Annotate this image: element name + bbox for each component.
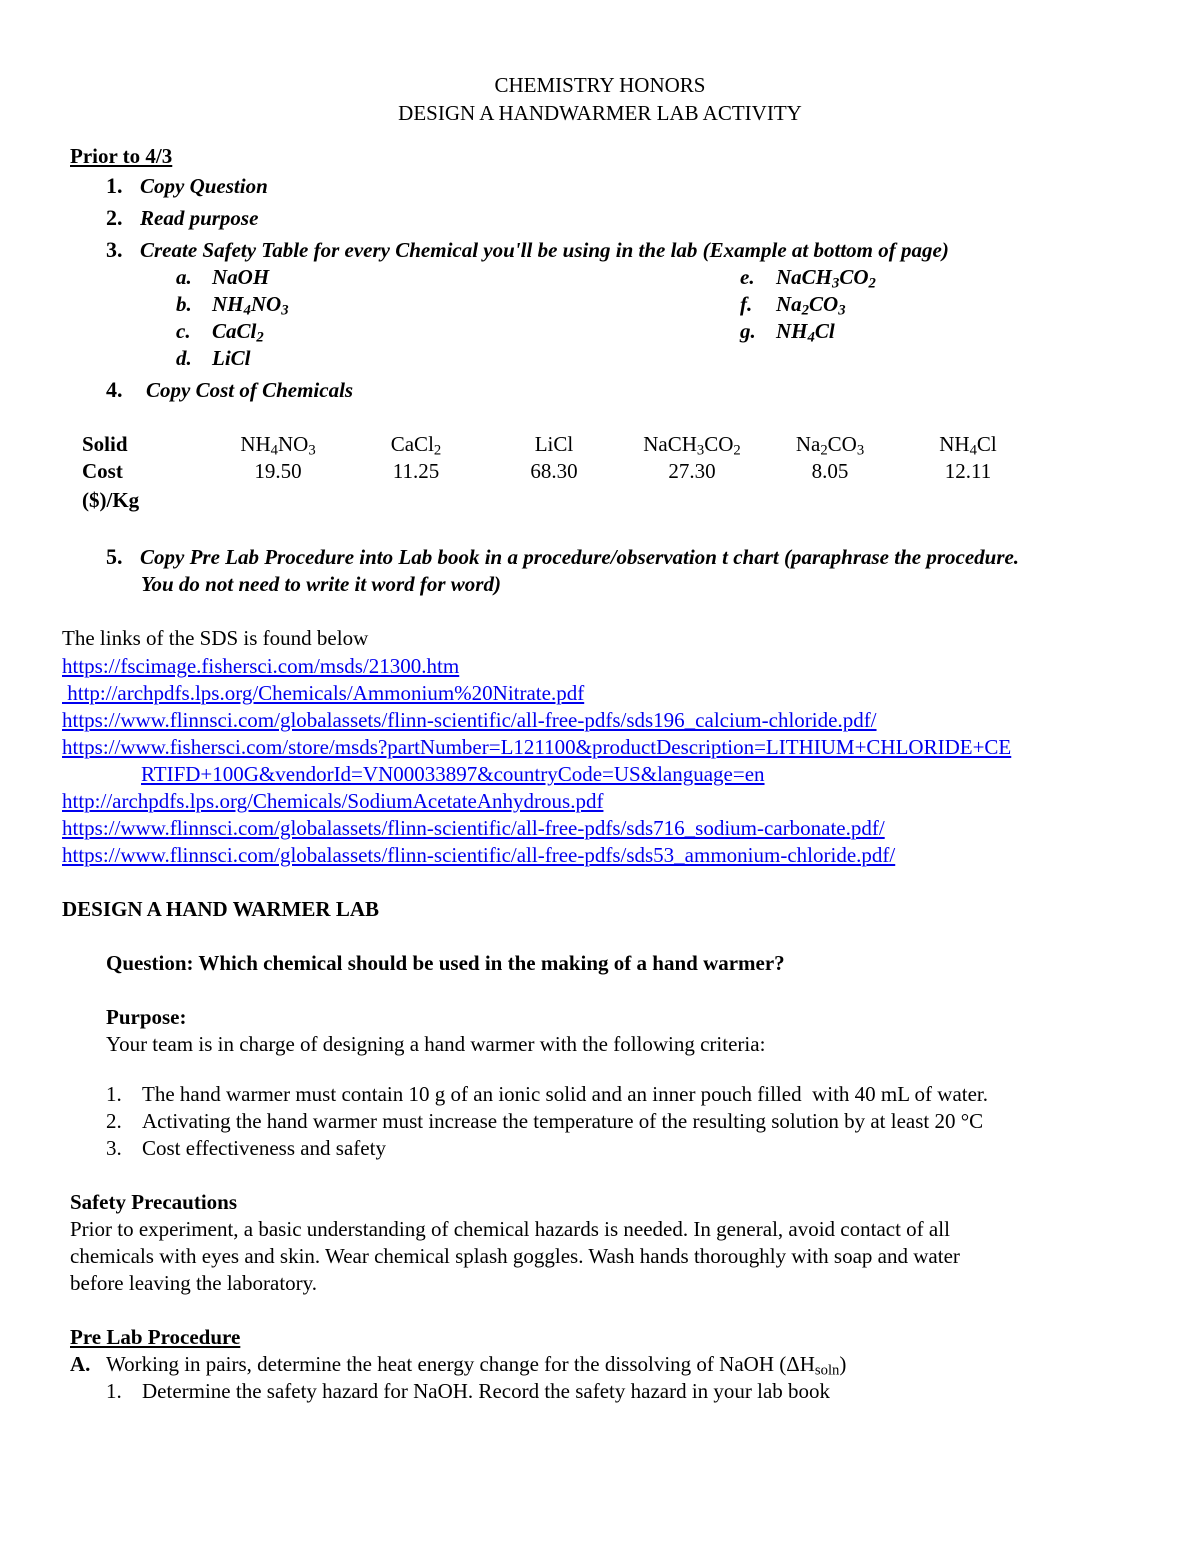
chemical-f [740,292,846,317]
formula-part: Cl [976,432,997,456]
prior-step-5 [106,544,1019,570]
step-text: Copy Question [140,174,268,198]
chemical-letter: a. [176,265,192,289]
prior-step-3 [106,237,949,263]
cost-value-licl: 68.30 [530,459,578,483]
step-text: Copy Pre Lab Procedure into Lab book in a procedure/observation t chart (paraphrase the procedure. [140,545,1020,569]
step-number: 1. [106,1379,122,1403]
chemical-letter: b. [176,292,192,316]
sds-link-naoh[interactable]: https://fscimage.fishersci.com/msds/21300.htm [62,654,460,678]
cost-solid-nh4cl [898,432,1038,457]
step-number: 3. [106,237,123,262]
chemical-formula: NaOH [212,265,270,289]
formula-part: NH [212,292,244,316]
formula-part: NH [776,319,808,343]
formula-subscript: 3 [696,442,705,459]
step-subscript: soln [814,1362,840,1379]
formula-subscript: 3 [832,275,840,292]
sds-link-lithium-chloride-cont[interactable]: RTIFD+100G&vendorId=VN00033897&countryCode=US&language=en [141,762,765,786]
formula-part: Na [776,292,802,316]
chemical-letter: c. [176,319,191,343]
criteria-item-1 [106,1082,988,1107]
formula-subscript: 4 [969,442,977,459]
criteria-item-2 [106,1109,983,1134]
cost-solid-na2co3 [760,432,900,457]
cost-value-cacl2: 11.25 [392,459,440,483]
formula-subscript: 4 [270,442,278,459]
cost-row-label-unit: ($)/Kg [82,488,140,512]
chemical-d [176,346,251,371]
formula-subscript: 2 [733,442,741,459]
prior-step-4 [106,377,353,403]
sds-intro: The links of the SDS is found below [62,626,369,650]
chemical-a [176,265,269,290]
sds-link-sodium-carbonate[interactable]: https://www.flinnsci.com/globalassets/flinn-scientific/all-free-pdfs/sds716_sodium-carbonate.pdf/ [62,816,885,840]
sds-link-ammonium-nitrate[interactable]: http://archpdfs.lps.org/Chemicals/Ammonium%20Nitrate.pdf [62,681,585,705]
formula-part: CaCl [212,319,257,343]
step-number: 4. [106,377,123,402]
step-number: 1. [106,173,123,198]
cost-row-label-cost: Cost [82,459,123,483]
step-text: Determine the safety hazard for NaOH. Record the safety hazard in your lab book [142,1379,831,1403]
step-text: Create Safety Table for every Chemical you'll be using in the lab (Example at bottom of page) [140,238,949,262]
formula-part: NO [250,292,282,316]
formula-subscript: 2 [868,275,876,292]
chemical-formula: LiCl [212,346,251,370]
formula-part: NO [278,432,309,456]
lab-question: Question: Which chemical should be used in the making of a hand warmer? [106,951,785,975]
lab-title: DESIGN A HAND WARMER LAB [62,897,379,921]
formula-part: CO [839,265,869,289]
document-subtitle: DESIGN A HANDWARMER LAB ACTIVITY [398,101,802,125]
prelab-step-a [70,1352,846,1377]
formula-subscript: 3 [281,302,289,319]
formula-part: CO [827,432,857,456]
chemical-b [176,292,289,317]
chemical-g [740,319,835,344]
sds-link-lithium-chloride[interactable]: https://www.fishersci.com/store/msds?partNumber=L121100&productDescription=LITHIUM+CHLORIDE+CE [62,735,1012,759]
step-text: Copy Cost of Chemicals [146,378,354,402]
formula-subscript: 4 [243,302,251,319]
prior-step-2 [106,205,258,231]
prelab-heading: Pre Lab Procedure [70,1325,241,1349]
formula-part: LiCl [534,432,574,456]
formula-part: CO [809,292,839,316]
cost-solid-nh4no3 [208,432,348,457]
cost-value-na2co3: 8.05 [811,459,849,483]
prelab-step-a1 [106,1379,830,1404]
chemical-c [176,319,264,344]
cost-row-label-solid: Solid [82,432,128,456]
document-title: CHEMISTRY HONORS [494,73,706,97]
cost-solid-nach3co2 [622,432,762,457]
formula-subscript: 2 [433,442,442,459]
formula-subscript: 3 [856,442,865,459]
criteria-text: The hand warmer must contain 10 g of an ionic solid and an inner pouch filled with 40 mL of water. [142,1082,989,1106]
cost-value-nach3co2: 27.30 [668,459,716,483]
safety-line-1: Prior to experiment, a basic understanding of chemical hazards is needed. In general, avoid contact of all [70,1217,950,1241]
cost-value-nh4no3: 19.50 [254,459,302,483]
formula-subscript: 4 [807,329,815,346]
step-number: 2. [106,205,123,230]
chemical-letter: e. [740,265,755,289]
chemical-e [740,265,876,290]
criteria-number: 2. [106,1109,122,1133]
chemical-letter: d. [176,346,192,370]
prior-step-5-cont: You do not need to write it word for word) [141,572,501,596]
chemical-letter: g. [740,319,756,343]
step-letter: A. [70,1352,91,1376]
formula-part: NH [939,432,970,456]
sds-link-sodium-acetate[interactable]: http://archpdfs.lps.org/Chemicals/SodiumAcetateAnhydrous.pdf [62,789,604,813]
cost-solid-licl [484,432,624,457]
step-number: 5. [106,544,123,569]
formula-subscript: 2 [256,329,264,346]
formula-subscript: 3 [308,442,316,459]
formula-part: CO [704,432,734,456]
formula-part: NaCH [776,265,833,289]
sds-link-calcium-chloride[interactable]: https://www.flinnsci.com/globalassets/flinn-scientific/all-free-pdfs/sds196_calcium-chloride.pdf/ [62,708,877,732]
step-text-end: ) [839,1352,847,1376]
step-text: Read purpose [140,206,259,230]
formula-subscript: 2 [820,442,828,459]
criteria-text: Activating the hand warmer must increase the temperature of the resulting solution by at least 20 °C [142,1109,984,1133]
step-text: Working in pairs, determine the heat energy change for the dissolving of NaOH (ΔH [106,1352,815,1376]
safety-heading: Safety Precautions [70,1190,238,1214]
formula-part: NH [240,432,271,456]
chemical-letter: f. [740,292,753,316]
safety-line-2: chemicals with eyes and skin. Wear chemical splash goggles. Wash hands thoroughly with soap and water [70,1244,960,1268]
sds-link-ammonium-chloride[interactable]: https://www.flinnsci.com/globalassets/flinn-scientific/all-free-pdfs/sds53_ammonium-chloride.pdf/ [62,843,896,867]
formula-part: CaCl [390,432,434,456]
criteria-number: 1. [106,1082,122,1106]
purpose-text: Your team is in charge of designing a hand warmer with the following criteria: [106,1032,766,1056]
formula-subscript: 3 [838,302,846,319]
safety-line-3: before leaving the laboratory. [70,1271,318,1295]
formula-part: NaCH [643,432,697,456]
formula-subscript: 2 [801,302,810,319]
criteria-text: Cost effectiveness and safety [142,1136,386,1160]
cost-value-nh4cl: 12.11 [944,459,992,483]
formula-part: Na [795,432,821,456]
criteria-number: 3. [106,1136,122,1160]
prior-heading: Prior to 4/3 [70,144,173,168]
prior-step-1 [106,173,268,199]
formula-part: Cl [814,319,835,343]
purpose-heading: Purpose: [106,1005,187,1029]
cost-solid-cacl2 [346,432,486,457]
criteria-item-3 [106,1136,386,1161]
